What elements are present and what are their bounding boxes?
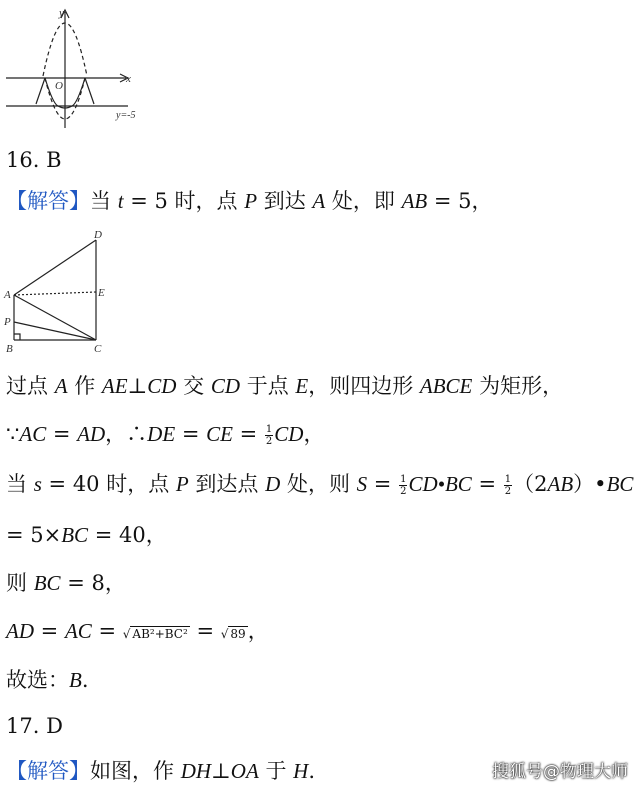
answer-16-line-8: 故选：B. bbox=[6, 668, 89, 692]
diagram-label-c: C bbox=[94, 343, 102, 355]
answer-16-heading: 16. B bbox=[6, 148, 62, 172]
watermark: 搜狐号@物理大师 bbox=[492, 762, 628, 782]
fraction-half: $\frac{1}{2}$ bbox=[504, 474, 512, 497]
answer-16-line-3: ∵AC = AD，∴DE = CE = $\frac{1}{2}$ CD， bbox=[6, 422, 325, 447]
parabola-graph bbox=[0, 0, 160, 132]
graph-line-label: y=-5 bbox=[116, 110, 136, 121]
diagram-label-a: A bbox=[4, 289, 11, 301]
answer-17-heading: 17. D bbox=[6, 714, 63, 738]
sqrt-expression: √ 89 bbox=[220, 627, 246, 641]
graph-x-label: x bbox=[126, 73, 131, 85]
graph-y-label: y bbox=[59, 7, 64, 19]
answer-16-line-4: 当 s = 40 时，点 P 到达点 D 处，则 S = $\frac{1}{2}$ CD•BC = $\frac{1}{2}$ （2AB）•BC bbox=[6, 472, 634, 497]
answer-16-line-7: AD = AC = √ AB²+BC² = √ 89， bbox=[6, 611, 269, 651]
fraction-half: $\frac{1}{2}$ bbox=[265, 424, 273, 447]
diagram-label-e: E bbox=[98, 287, 105, 299]
sqrt-expression: √ AB²+BC² bbox=[122, 627, 188, 641]
diagram-label-d: D bbox=[94, 229, 102, 241]
solution-tag: 【解答】 bbox=[6, 759, 90, 783]
diagram-label-p: P bbox=[4, 316, 11, 328]
graph-origin-label: O bbox=[55, 80, 63, 92]
answer-16-line-6: 则 BC = 8， bbox=[6, 571, 126, 595]
answer-16-line-1: 【解答】当 t = 5 时，点 P 到达 A 处，即 AB = 5， bbox=[6, 189, 493, 213]
answer-17-line-1: 【解答】如图，作 DH⊥OA 于 H. bbox=[6, 759, 315, 783]
answer-16-line-2: 过点 A 作 AE⊥CD 交 CD 于点 E，则四边形 ABCE 为矩形， bbox=[6, 374, 564, 398]
solution-tag: 【解答】 bbox=[6, 189, 90, 213]
geometry-diagram bbox=[0, 228, 120, 356]
fraction-half: $\frac{1}{2}$ bbox=[400, 474, 407, 497]
answer-16-line-5: = 5×BC = 40， bbox=[6, 523, 167, 547]
diagram-label-b: B bbox=[6, 343, 13, 355]
